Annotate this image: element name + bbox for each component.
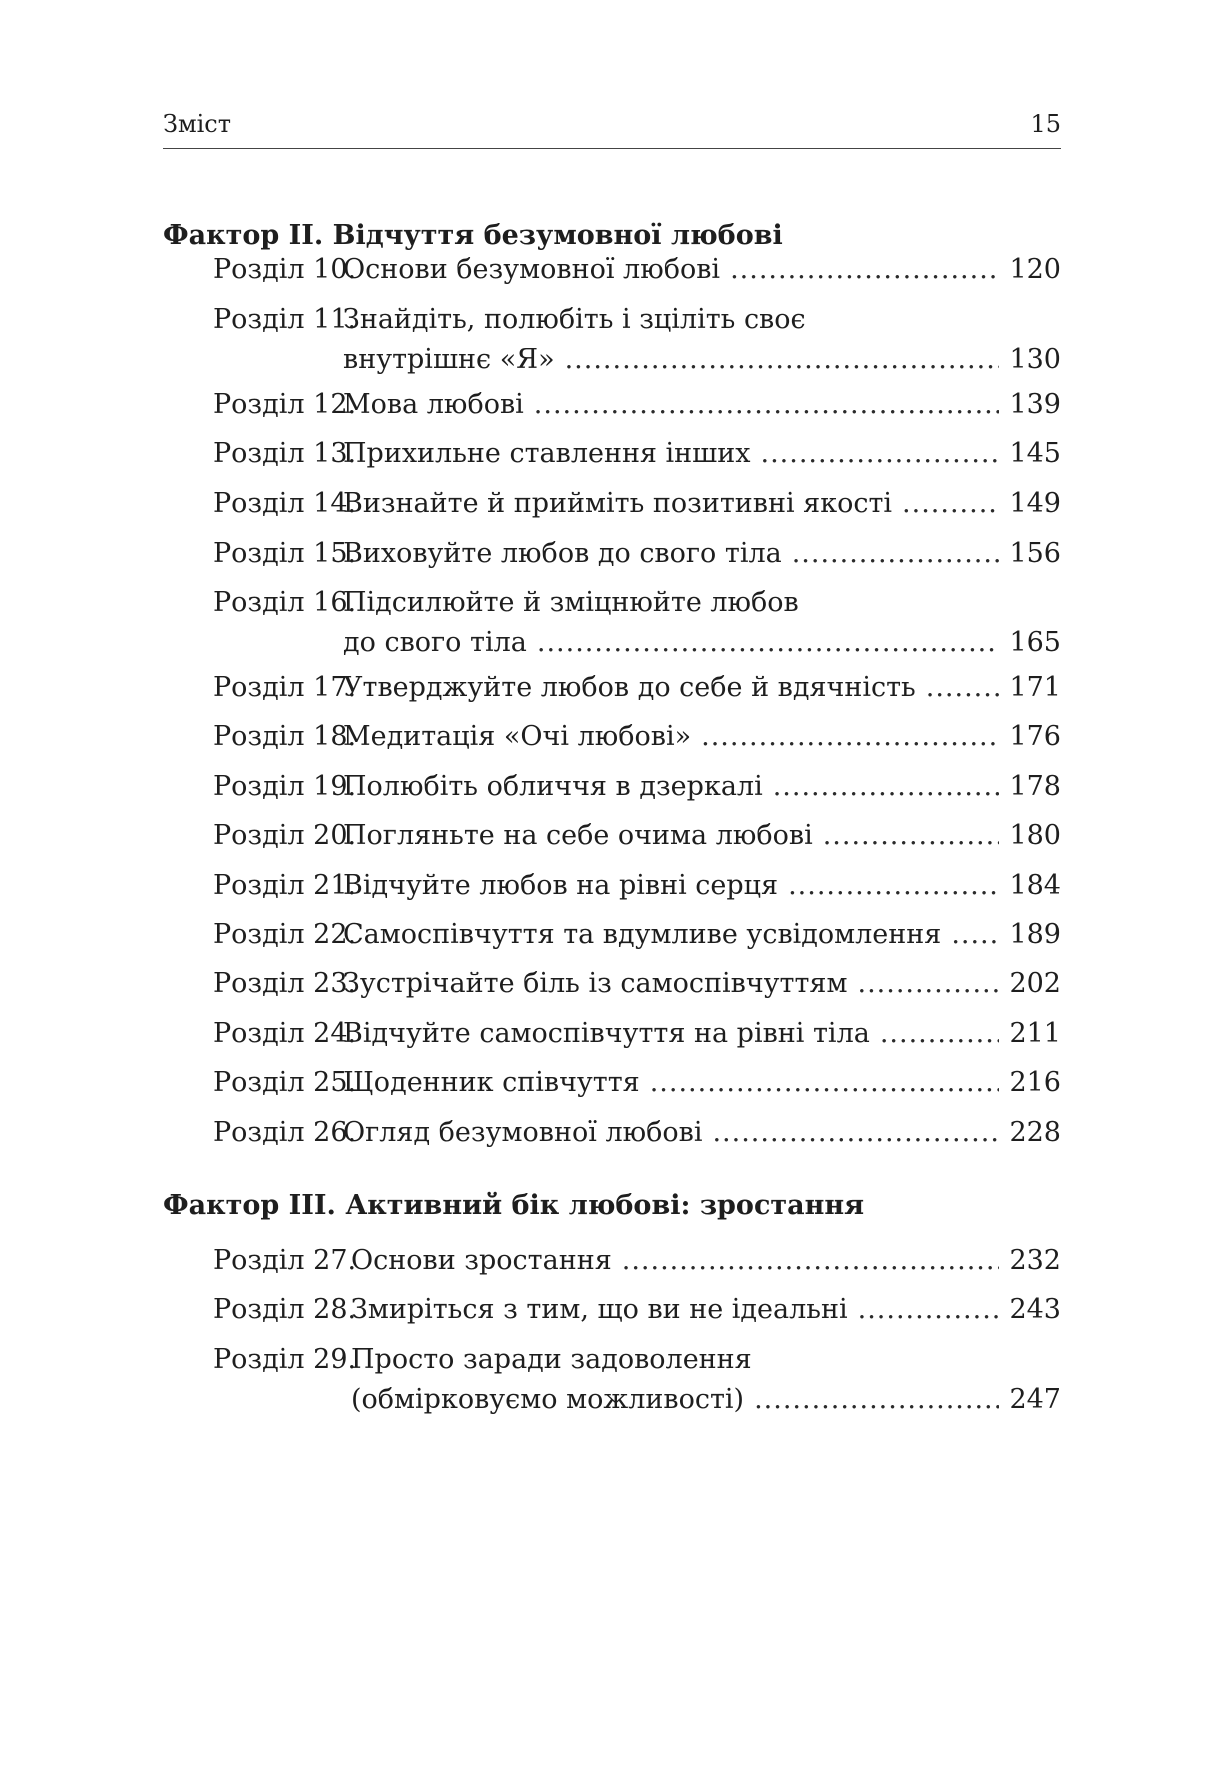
chapter-label: Розділ 26.: [213, 1117, 357, 1148]
dot-leader: [565, 340, 1000, 380]
page-number: 15: [1030, 110, 1061, 138]
chapter-label: Розділ 23.: [213, 968, 357, 999]
chapter-page-number: 216: [1009, 1067, 1061, 1098]
dot-leader: [773, 767, 1000, 807]
chapter-page-number: 202: [1009, 968, 1061, 999]
chapter-page-number: 120: [1009, 254, 1061, 285]
chapter-page-number: 178: [1009, 771, 1061, 802]
chapter-title: Виховуйте любов до свого тіла: [343, 538, 782, 569]
chapter-title: Знайдіть, полюбіть і зцiліть своє: [343, 304, 806, 335]
chapter-label: Розділ 14.: [213, 488, 357, 519]
chapter-label: Розділ 15.: [213, 538, 357, 569]
chapter-label: Розділ 17.: [213, 672, 357, 703]
dot-leader: [951, 915, 999, 955]
chapter-page-number: 171: [1009, 672, 1061, 703]
chapter-title: Основи безумовної любові: [343, 254, 721, 285]
dot-leader: [858, 1290, 1000, 1330]
chapter-title: Мова любові: [343, 389, 524, 420]
chapter-page-number: 184: [1009, 870, 1061, 901]
dot-leader: [788, 866, 999, 906]
chapter-page-number: 189: [1009, 919, 1061, 950]
part-title: Фактор II. Відчуття безумовної любові: [163, 220, 783, 251]
toc-entry[interactable]: [213, 767, 1061, 807]
chapter-title: Прихильне ставлення інших: [343, 438, 751, 469]
dot-leader: [537, 623, 1000, 663]
chapter-title: Погляньте на себе очима любові: [343, 820, 813, 851]
dot-leader: [712, 1113, 999, 1153]
chapter-page-number: 130: [1009, 344, 1061, 375]
chapter-title: Утверджуйте любов до себе й вдячність: [343, 672, 916, 703]
chapter-label: Розділ 27.: [213, 1245, 357, 1276]
chapter-page-number: 211: [1009, 1018, 1061, 1049]
running-title: Зміст: [163, 110, 232, 138]
toc-entry[interactable]: [213, 1014, 1061, 1054]
chapter-label: Розділ 10.: [213, 254, 357, 285]
chapter-title: Підсилюйте й зміцнюйте любов: [343, 587, 799, 618]
dot-leader: [823, 816, 1000, 856]
chapter-page-number: 176: [1009, 721, 1061, 752]
toc-entry[interactable]: [213, 1113, 1061, 1153]
chapter-label: Розділ 11.: [213, 304, 357, 335]
dot-leader: [730, 250, 999, 290]
toc-entry[interactable]: [213, 434, 1061, 474]
toc-entry[interactable]: [213, 816, 1061, 856]
toc-entry[interactable]: [213, 866, 1061, 906]
chapter-page-number: 149: [1009, 488, 1061, 519]
page-header: [163, 104, 1061, 149]
chapter-label: Розділ 16.: [213, 587, 357, 618]
chapter-label: Розділ 21.: [213, 870, 357, 901]
chapter-label: Розділ 24.: [213, 1018, 357, 1049]
chapter-page-number: 156: [1009, 538, 1061, 569]
chapter-title: Відчуйте любов на рівні серця: [343, 870, 779, 901]
chapter-page-number: 247: [1009, 1384, 1061, 1415]
toc-entry[interactable]: [213, 1063, 1061, 1103]
toc-entry[interactable]: [213, 534, 1061, 574]
chapter-title: Огляд безумовної любові: [343, 1117, 703, 1148]
toc-entry[interactable]: [213, 385, 1061, 425]
chapter-title: Медитація «Очі любові»: [343, 721, 692, 752]
toc-entry[interactable]: [213, 250, 1061, 290]
toc-entry[interactable]: [213, 717, 1061, 757]
chapter-label: Розділ 25.: [213, 1067, 357, 1098]
dot-leader: [761, 434, 1000, 474]
chapter-page-number: 139: [1009, 389, 1061, 420]
chapter-title: Самоспівчуття та вдумливе усвідомлення: [343, 919, 942, 950]
chapter-title: внутрішнє «Я»: [343, 344, 555, 375]
chapter-page-number: 243: [1009, 1294, 1061, 1325]
dot-leader: [857, 964, 999, 1004]
chapter-title: Полюбіть обличчя в дзеркалі: [343, 771, 763, 802]
chapter-title: Змиріться з тим, що ви не ідеальні: [351, 1294, 848, 1325]
chapter-page-number: 145: [1009, 438, 1061, 469]
chapter-title: Відчуйте самоспівчуття на рівні тіла: [343, 1018, 870, 1049]
dot-leader: [534, 385, 1000, 425]
toc-entry[interactable]: [213, 964, 1061, 1004]
chapter-page-number: 228: [1009, 1117, 1061, 1148]
chapter-title: Просто заради задоволення: [351, 1344, 752, 1375]
chapter-label: Розділ 12.: [213, 389, 357, 420]
chapter-title: Основи зростання: [351, 1245, 612, 1276]
dot-leader: [701, 717, 999, 757]
dot-leader: [650, 1063, 1000, 1103]
dot-leader: [880, 1014, 1000, 1054]
dot-leader: [754, 1380, 999, 1420]
chapter-title: Щоденник співчуття: [343, 1067, 640, 1098]
chapter-label: Розділ 18.: [213, 721, 357, 752]
chapter-title: до свого тіла: [343, 627, 527, 658]
chapter-label: Розділ 13.: [213, 438, 357, 469]
toc-entry[interactable]: [213, 668, 1061, 708]
chapter-title: Зустрічайте біль із самоспівчуттям: [343, 968, 848, 999]
chapter-label: Розділ 29.: [213, 1344, 357, 1375]
dot-leader: [926, 668, 1000, 708]
toc-entry[interactable]: [213, 300, 1061, 380]
toc-entry[interactable]: [213, 915, 1061, 955]
dot-leader: [902, 484, 999, 524]
chapter-label: Розділ 20.: [213, 820, 357, 851]
dot-leader: [792, 534, 1000, 574]
chapter-label: Розділ 19.: [213, 771, 357, 802]
chapter-label: Розділ 28.: [213, 1294, 357, 1325]
chapter-title: (обмірковуємо можливості): [351, 1384, 745, 1415]
chapter-page-number: 180: [1009, 820, 1061, 851]
toc-entry[interactable]: [213, 1290, 1061, 1330]
dot-leader: [622, 1241, 1000, 1281]
chapter-title: Визнайте й прийміть позитивні якості: [343, 488, 893, 519]
toc-entry[interactable]: [213, 1340, 1061, 1420]
toc-entry[interactable]: [213, 484, 1061, 524]
part-title: Фактор III. Активний бік любові: зростання: [163, 1190, 865, 1221]
toc-entry[interactable]: [213, 1241, 1061, 1281]
chapter-page-number: 232: [1009, 1245, 1061, 1276]
chapter-page-number: 165: [1009, 627, 1061, 658]
chapter-label: Розділ 22.: [213, 919, 357, 950]
toc-entry[interactable]: [213, 583, 1061, 663]
